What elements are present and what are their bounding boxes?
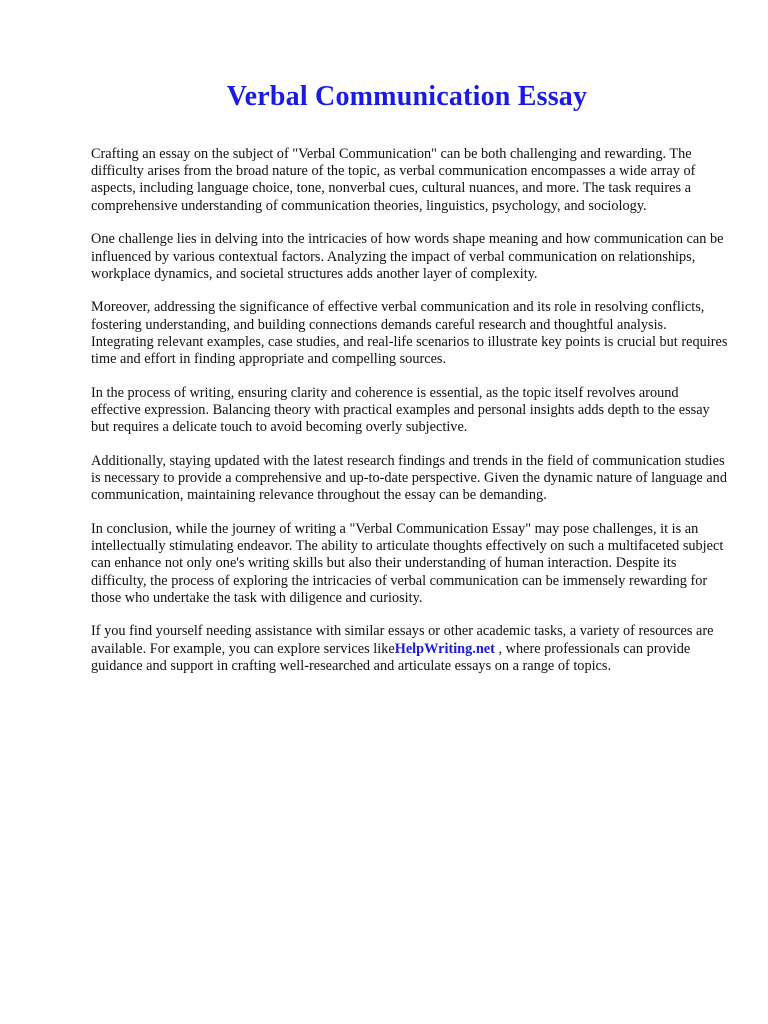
helpwriting-link[interactable]: HelpWriting.net — [394, 640, 495, 657]
paragraph-3: Moreover, addressing the significance of effective verbal communication and its role in resolving conflicts, fostering understanding, and building connections demands careful research and thoughtful analysis. Integrating relevant examples, case studies, and real-life scenarios to illustrate key points is crucial but requires time and effort in finding appropriate and compelling sources. — [91, 299, 728, 368]
paragraph-5: Additionally, staying updated with the latest research findings and trends in the field of communication studies is necessary to provide a comprehensive and up-to-date perspective. Given the dynamic nature of language and communication, maintaining relevance throughout the essay can be demanding. — [91, 452, 727, 504]
document-title: Verbal Communication Essay — [226, 81, 588, 112]
paragraph-7-text-before-link: If you find yourself needing assistance with similar essays or other academic tasks, a variety of resources are available. For example, you can explore services like — [91, 623, 714, 657]
paragraph-6: In conclusion, while the journey of writing a "Verbal Communication Essay" may pose challenges, it is an intellectually stimulating endeavor. The ability to articulate thoughts effectively on such a multifaceted subject can enhance not only one's writing skills but also their understanding of human interaction. Despite its difficulty, the process of exploring the intricacies of verbal communication can be immensely rewarding for those who undertake the task with diligence and curiosity. — [91, 520, 724, 606]
paragraph-4: In the process of writing, ensuring clarity and coherence is essential, as the topic itself revolves around effective expression. Balancing theory with practical examples and personal insights adds depth to the essay but requires a delicate touch to avoid becoming overly subjective. — [91, 384, 710, 436]
paragraph-1: Crafting an essay on the subject of "Verbal Communication" can be both challenging and rewarding. The difficulty arises from the broad nature of the topic, as verbal communication encompasses a wide array of aspects, including language choice, tone, nonverbal cues, cultural nuances, and more. The task requires a comprehensive understanding of communication theories, linguistics, psychology, and sociology. — [91, 146, 696, 214]
essay-body — [91, 146, 731, 692]
paragraph-2: One challenge lies in delving into the intricacies of how words shape meaning and how communication can be influenced by various contextual factors. Analyzing the impact of verbal communication on relationships, workplace dynamics, and societal structures adds another layer of complexity. — [91, 231, 724, 282]
paragraph-7-text-after-link: , where professionals can provide guidance and support in crafting well-researched and articulate essays on a range of topics. — [91, 640, 691, 674]
paragraph-7 — [91, 623, 731, 675]
